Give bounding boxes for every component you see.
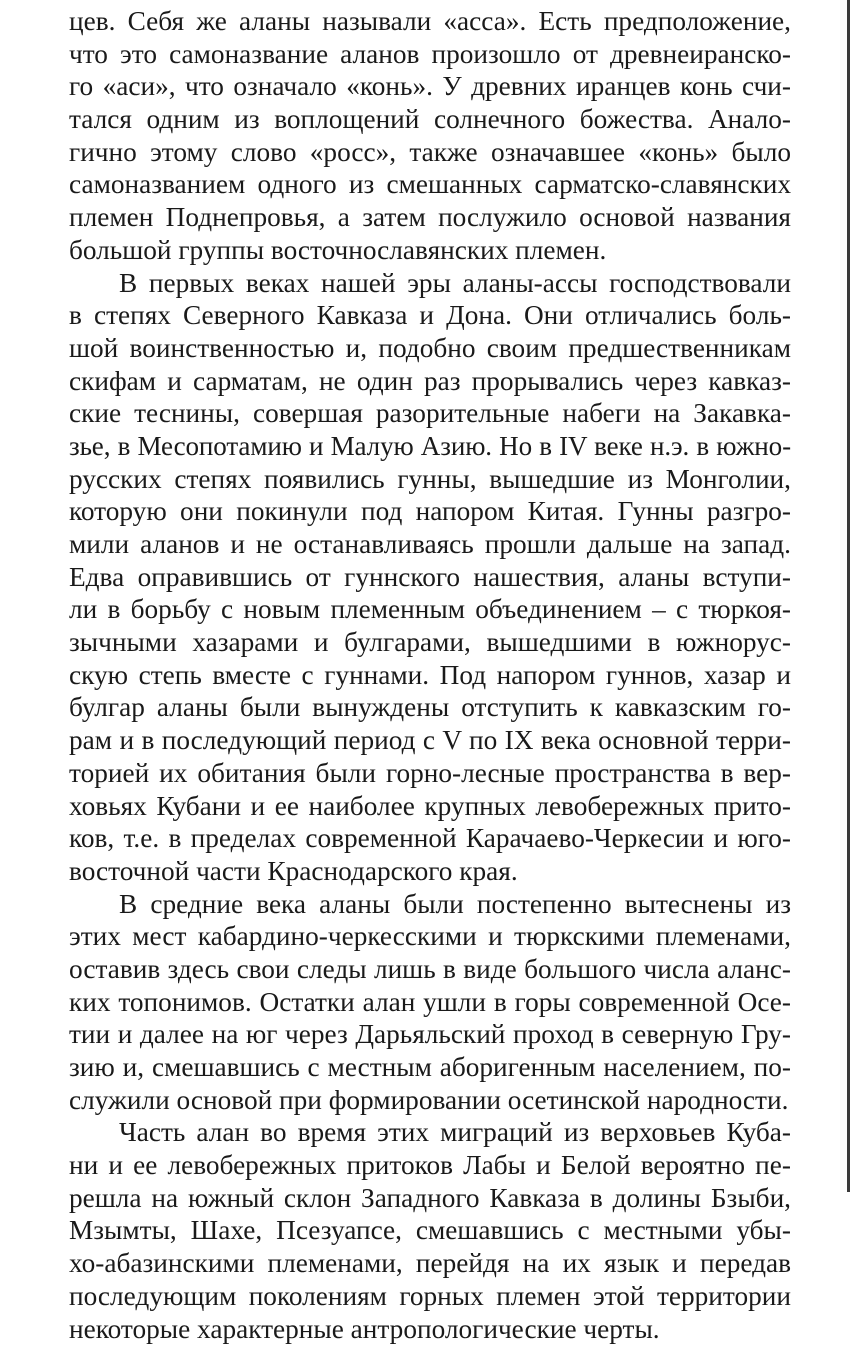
- body-text: [69, 0, 791, 1345]
- paragraph: [69, 5, 791, 267]
- text-line: скифам и сарматам, не один раз прорывались через кавказ-: [69, 365, 791, 398]
- text-line: оставив здесь свои следы лишь в виде большого числа аланс-: [69, 953, 791, 986]
- text-line: племен Поднепровья, а затем послужило основой названия: [69, 201, 791, 234]
- paragraph: [69, 1116, 791, 1345]
- text-line: го «аси», что означало «конь». У древних иранцев конь счи-: [69, 70, 791, 103]
- text-line: последующим поколениям горных племен этой территории: [69, 1280, 791, 1313]
- text-line: служили основой при формировании осетинской народности.: [69, 1084, 791, 1117]
- text-line: тии и далее на юг через Дарьяльский проход в северную Гру-: [69, 1018, 791, 1051]
- text-line: что это самоназвание аланов произошло от древнеиранско-: [69, 38, 791, 71]
- text-line: ховьях Кубани и ее наиболее крупных левобережных прито-: [69, 790, 791, 823]
- text-line: Мзымты, Шахе, Псезуапсе, смешавшись с местными убы-: [69, 1214, 791, 1247]
- text-line: В первых веках нашей эры аланы-ассы господствовали: [69, 267, 791, 300]
- text-line: в степях Северного Кавказа и Дона. Они отличались боль-: [69, 299, 791, 332]
- text-line: шой воинственностью и, подобно своим предшественникам: [69, 332, 791, 365]
- text-line: ков, т.е. в пределах современной Карачаево-Черкесии и юго-: [69, 822, 791, 855]
- text-line: хо-абазинскими племенами, перейдя на их язык и передав: [69, 1247, 791, 1280]
- text-line: зычными хазарами и булгарами, вышедшими в южнорус-: [69, 626, 791, 659]
- text-line: некоторые характерные антропологические черты.: [69, 1313, 791, 1345]
- text-line: решла на южный склон Западного Кавказа в долины Бзыби,: [69, 1182, 791, 1215]
- text-line: гично этому слово «росс», также означавшее «конь» было: [69, 136, 791, 169]
- paragraph: [69, 888, 791, 1117]
- text-line: этих мест кабардино-черкесскими и тюркскими племенами,: [69, 920, 791, 953]
- text-line: ни и ее левобережных притоков Лабы и Белой вероятно пе-: [69, 1149, 791, 1182]
- text-line: В средние века аланы были постепенно вытеснены из: [69, 888, 791, 921]
- text-line: восточной части Краснодарского края.: [69, 855, 791, 888]
- text-line: Едва оправившись от гуннского нашествия, аланы вступи-: [69, 561, 791, 594]
- text-line: зию и, смешавшись с местным аборигенным населением, по-: [69, 1051, 791, 1084]
- text-line: ли в борьбу с новым племенным объединением – с тюркоя-: [69, 593, 791, 626]
- text-line: булгар аланы были вынуждены отступить к кавказским го-: [69, 691, 791, 724]
- text-line: рам и в последующий период с V по IX века основной терри-: [69, 724, 791, 757]
- paragraph: [69, 267, 791, 888]
- text-line: мили аланов и не останавливаясь прошли дальше на запад.: [69, 528, 791, 561]
- text-line: Часть алан во время этих миграций из верховьев Куба-: [69, 1116, 791, 1149]
- text-line: зье, в Месопотамию и Малую Азию. Но в IV веке н.э. в южно-: [69, 430, 791, 463]
- text-line: ких топонимов. Остатки алан ушли в горы современной Осе-: [69, 986, 791, 1019]
- text-line: большой группы восточнославянских племен.: [69, 234, 791, 267]
- text-line: которую они покинули под напором Китая. Гунны разгро-: [69, 495, 791, 528]
- text-line: тался одним из воплощений солнечного божества. Анало-: [69, 103, 791, 136]
- text-line: самоназванием одного из смешанных сарматско-славянских: [69, 168, 791, 201]
- text-line: скую степь вместе с гуннами. Под напором гуннов, хазар и: [69, 659, 791, 692]
- text-line: цев. Себя же аланы называли «асса». Есть предположение,: [69, 5, 791, 38]
- text-line: ские теснины, совершая разорительные набеги на Закавка-: [69, 397, 791, 430]
- text-line: торией их обитания были горно-лесные пространства в вер-: [69, 757, 791, 790]
- text-line: русских степях появились гунны, вышедшие из Монголии,: [69, 463, 791, 496]
